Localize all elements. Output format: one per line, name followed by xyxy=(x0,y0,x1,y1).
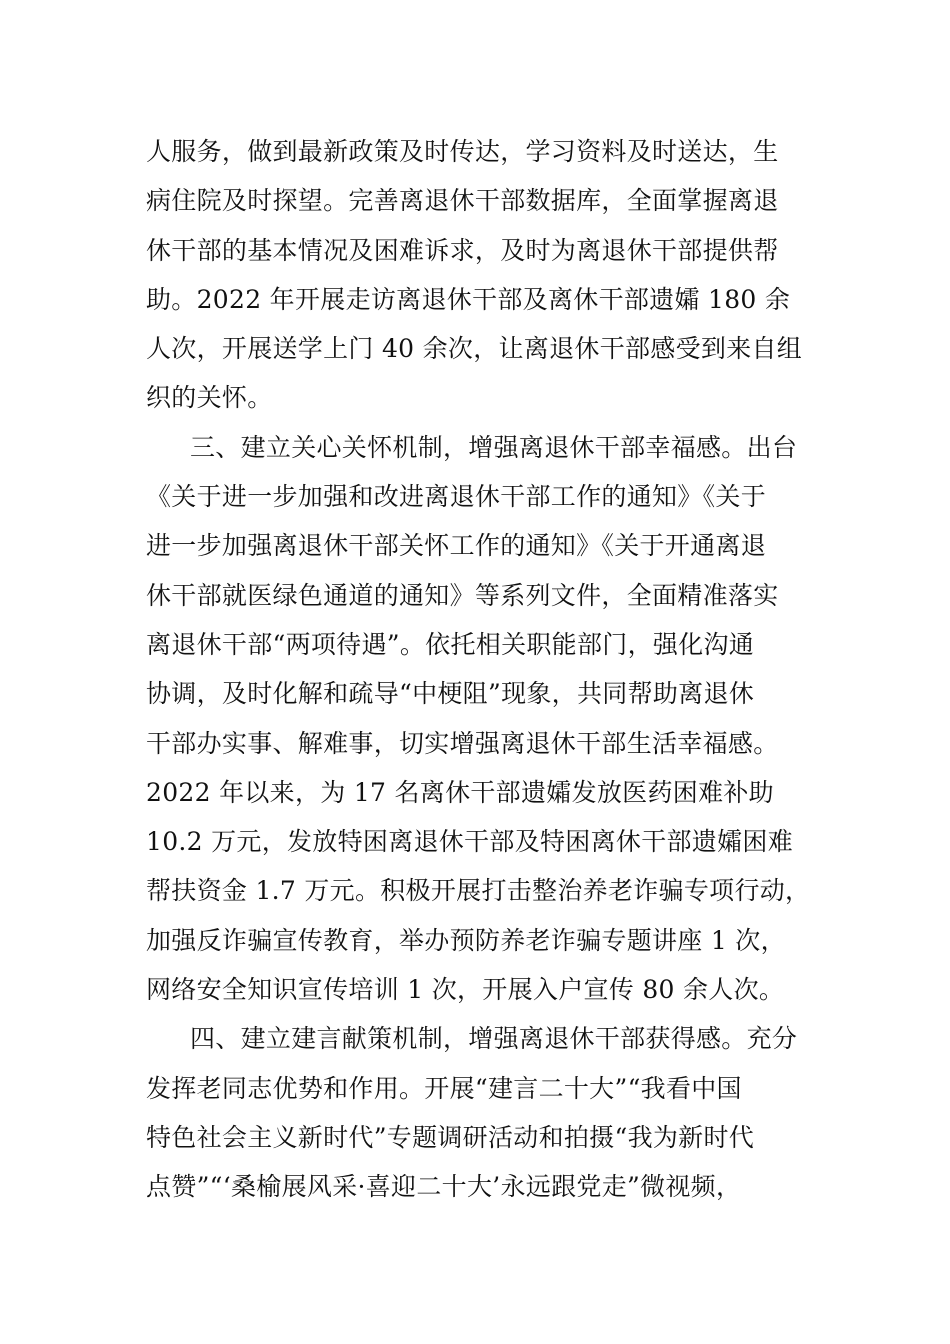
text-line: 点赞”“‘桑榆展风采·喜迎二十大’永远跟党走”微视频， xyxy=(146,1172,742,1202)
text-line: 帮扶资金 1.7 万元。积极开展打击整治养老诈骗专项行动， xyxy=(146,876,811,906)
text-line: 协调，及时化解和疏导“中梗阻”现象，共同帮助离退休 xyxy=(146,679,755,709)
text-line: 特色社会主义新时代”专题调研活动和拍摄“我为新时代 xyxy=(146,1122,755,1152)
text-line: 休干部的基本情况及困难诉求，及时为离退休干部提供帮 xyxy=(146,235,779,265)
text-line: 网络安全知识宣传培训 1 次，开展入户宣传 80 余人次。 xyxy=(146,975,785,1005)
paragraph-first-line: 四、建立建言献策机制，增强离退休干部获得感。充分 xyxy=(190,1024,798,1054)
text-line: 人次，开展送学上门 40 余次，让离退休干部感受到来自组 xyxy=(146,334,803,364)
text-line: 织的关怀。 xyxy=(146,383,273,413)
document-body xyxy=(146,127,822,1212)
text-line: 进一步加强离退休干部关怀工作的通知》《关于开通离退 xyxy=(146,531,767,561)
text-line: 《关于进一步加强和改进离退休干部工作的通知》《关于 xyxy=(146,482,767,512)
text-line: 人服务，做到最新政策及时传达，学习资料及时送达，生 xyxy=(146,137,779,166)
text-line: 发挥老同志优势和作用。开展“建言二十大”“我看中国 xyxy=(146,1073,742,1103)
paragraph-first-line: 三、建立关心关怀机制，增强离退休干部幸福感。出台 xyxy=(190,432,798,462)
text-line: 加强反诈骗宣传教育，举办预防养老诈骗专题讲座 1 次， xyxy=(146,925,786,955)
text-line: 离退休干部“两项待遇”。依托相关职能部门，强化沟通 xyxy=(146,629,755,659)
text-line: 2022 年以来，为 17 名离休干部遗孀发放医药困难补助 xyxy=(146,777,774,807)
text-line: 10.2 万元，发放特困离退休干部及特困离休干部遗孀困难 xyxy=(146,827,794,857)
text-line: 病住院及时探望。完善离退休干部数据库，全面掌握离退 xyxy=(146,186,779,216)
text-line: 干部办实事、解难事，切实增强离退休干部生活幸福感。 xyxy=(146,728,779,758)
text-line: 休干部就医绿色通道的通知》等系列文件，全面精准落实 xyxy=(146,580,779,610)
text-line: 助。2022 年开展走访离退休干部及离休干部遗孀 180 余 xyxy=(146,284,791,314)
